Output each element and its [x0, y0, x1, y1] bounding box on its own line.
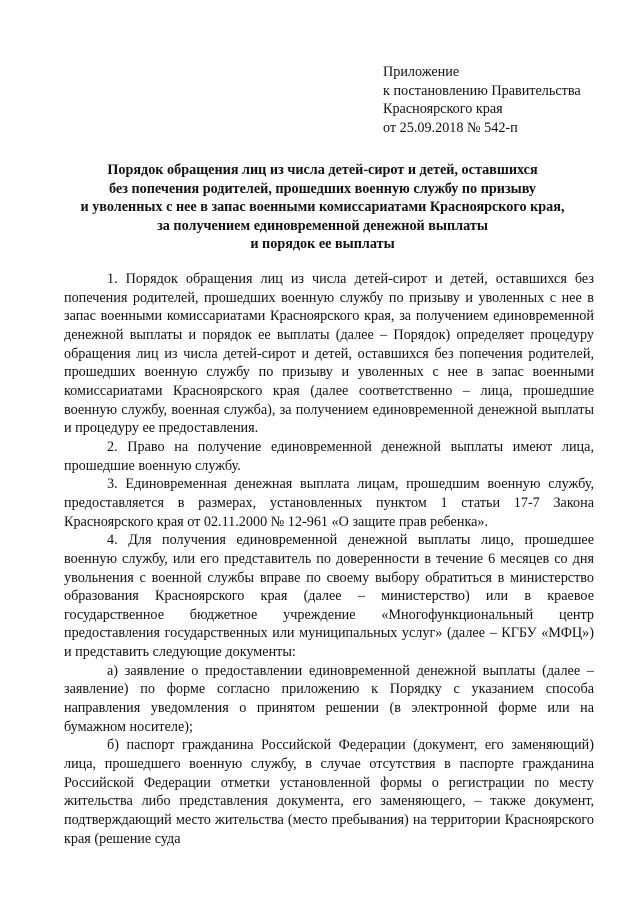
title-line: без попечения родителей, прошедших военную службу по призыву: [109, 180, 536, 197]
title-line: за получением единовременной денежной выплаты: [157, 217, 488, 234]
paragraph-4b: б) паспорт гражданина Российской Федерации (документ, его заменяющий) лица, прошедшего военную службу, в случае отсутствия в паспорте гражданина Российской Федерации отметки установленной формы о регистрации по месту жительства либо представления документа, его заменяющего, – также документ, подтверждающий место жительства (место пребывания) на территории Красноярского края (решение суда: [64, 737, 594, 847]
paragraph-2: 2. Право на получение единовременной денежной выплаты имеют лица, прошедшие военную службу.: [64, 438, 594, 474]
appendix-line: от 25.09.2018 № 542-п: [383, 119, 518, 136]
document-title: [50, 161, 595, 254]
paragraph-1: 1. Порядок обращения лиц из числа детей-сирот и детей, оставшихся без попечения родителей, прошедших военную службу по призыву и уволенных с нее в запас военными комиссариатами Красноярского края, за получением единовременной денежной выплаты и порядок ее выплаты (далее – Порядок) определяет процедуру обращения лиц из числа детей-сирот и детей, оставшихся без попечения родителей, прошедших военную службу по призыву и уволенных с нее в запас военными комиссариатами Красноярского края (далее соответственно – лица, прошедшие военную службу, военная служба), за получением единовременной денежной выплаты и процедуру ее предоставления.: [64, 271, 594, 437]
paragraph-4a: а) заявление о предоставлении единовременной денежной выплаты (далее – заявление) по форме согласно приложению к Порядку с указанием способа направления уведомления о принятом решении (в электронной форме или на бумажном носителе);: [64, 662, 594, 735]
appendix-header: [383, 63, 581, 137]
appendix-line: Приложение: [383, 64, 460, 80]
document-body: [64, 270, 594, 848]
title-line: Порядок обращения лиц из числа детей-сирот и детей, оставшихся: [107, 162, 538, 178]
paragraph-4: 4. Для получения единовременной денежной выплаты лицо, прошедшее военную службу, или его представитель по доверенности в течение 6 месяцев со дня увольнения с военной службы вправе по своему выбору обратиться в министерство образования Красноярского края (далее – министерство) или в краевое государственное бюджетное учреждение «Многофункциональный центр предоставления государственных или муниципальных услуг» (далее – КГБУ «МФЦ») и представить следующие документы:: [64, 532, 594, 661]
title-line: и уволенных с нее в запас военными комиссариатами Красноярского края,: [80, 199, 565, 216]
title-line: и порядок ее выплаты: [250, 236, 395, 253]
appendix-line: Красноярского края: [383, 101, 503, 117]
paragraph-3: 3. Единовременная денежная выплата лицам, прошедшим военную службу, предоставляется в размерах, установленных пунктом 1 статьи 17-7 Закона Красноярского края от 02.11.2000 № 12-961 «О защите прав ребенка».: [64, 476, 594, 530]
appendix-line: к постановлению Правительства: [383, 82, 581, 99]
